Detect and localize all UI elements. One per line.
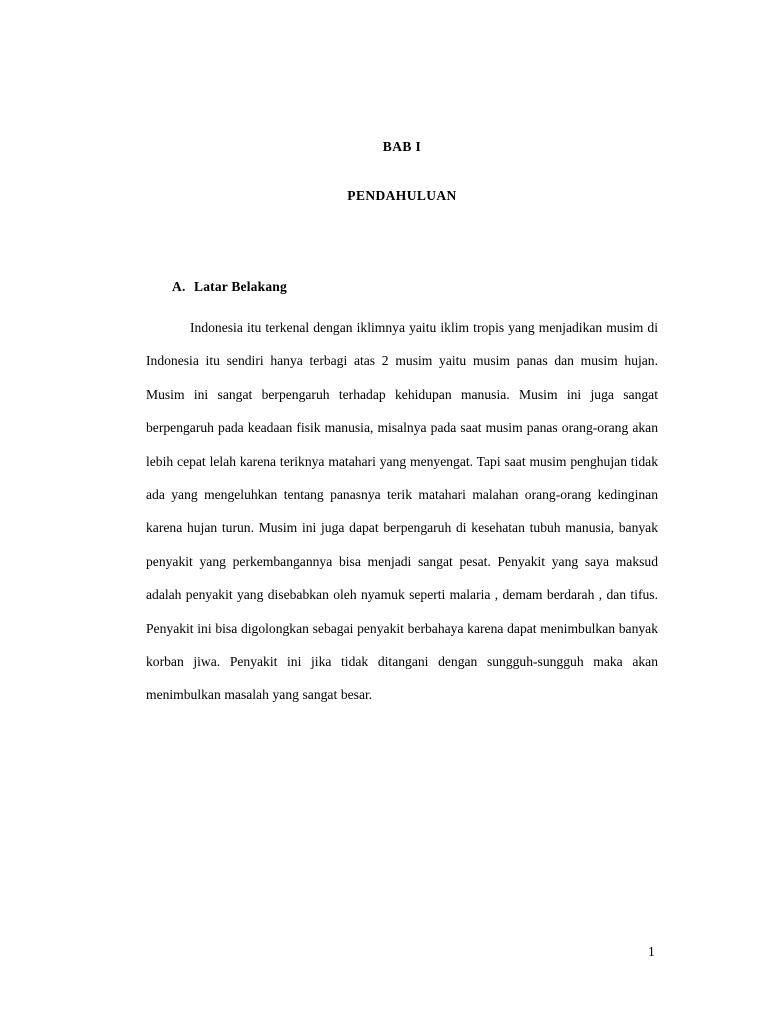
section-letter: A. <box>172 279 186 294</box>
background-paragraph: Indonesia itu terkenal dengan iklimnya yaitu iklim tropis yang menjadikan musim di Indonesia itu sendiri hanya terbagi atas 2 musim yaitu musim panas dan musim hujan. Musim ini sangat berpengaruh terhadap kehidupan manusia. Musim ini juga sangat berpengaruh pada keadaan fisik manusia, misalnya pada saat musim panas orang-orang akan lebih cepat lelah karena teriknya matahari yang menyengat. Tapi saat musim penghujan tidak ada yang mengeluhkan tentang panasnya terik matahari malahan orang-orang kedinginan karena hujan turun. Musim ini juga dapat berpengaruh di kesehatan tubuh manusia, banyak penyakit yang perkembangannya bisa menjadi sangat pesat. Penyakit yang saya maksud adalah penyakit yang disebabkan oleh nyamuk seperti malaria , demam berdarah , dan tifus. Penyakit ini bisa digolongkan sebagai penyakit berbahaya karena dapat menimbulkan banyak korban jiwa. Penyakit ini jika tidak ditangani dengan sungguh-sungguh maka akan menimbulkan masalah yang sangat besar. <box>146 320 658 703</box>
section-heading <box>172 279 658 295</box>
document-content <box>146 0 658 725</box>
section-title-text: Latar Belakang <box>194 279 287 294</box>
chapter-label: BAB I <box>382 139 422 154</box>
chapter-title: PENDAHULUAN <box>347 188 457 203</box>
page-number: 1 <box>648 944 655 959</box>
